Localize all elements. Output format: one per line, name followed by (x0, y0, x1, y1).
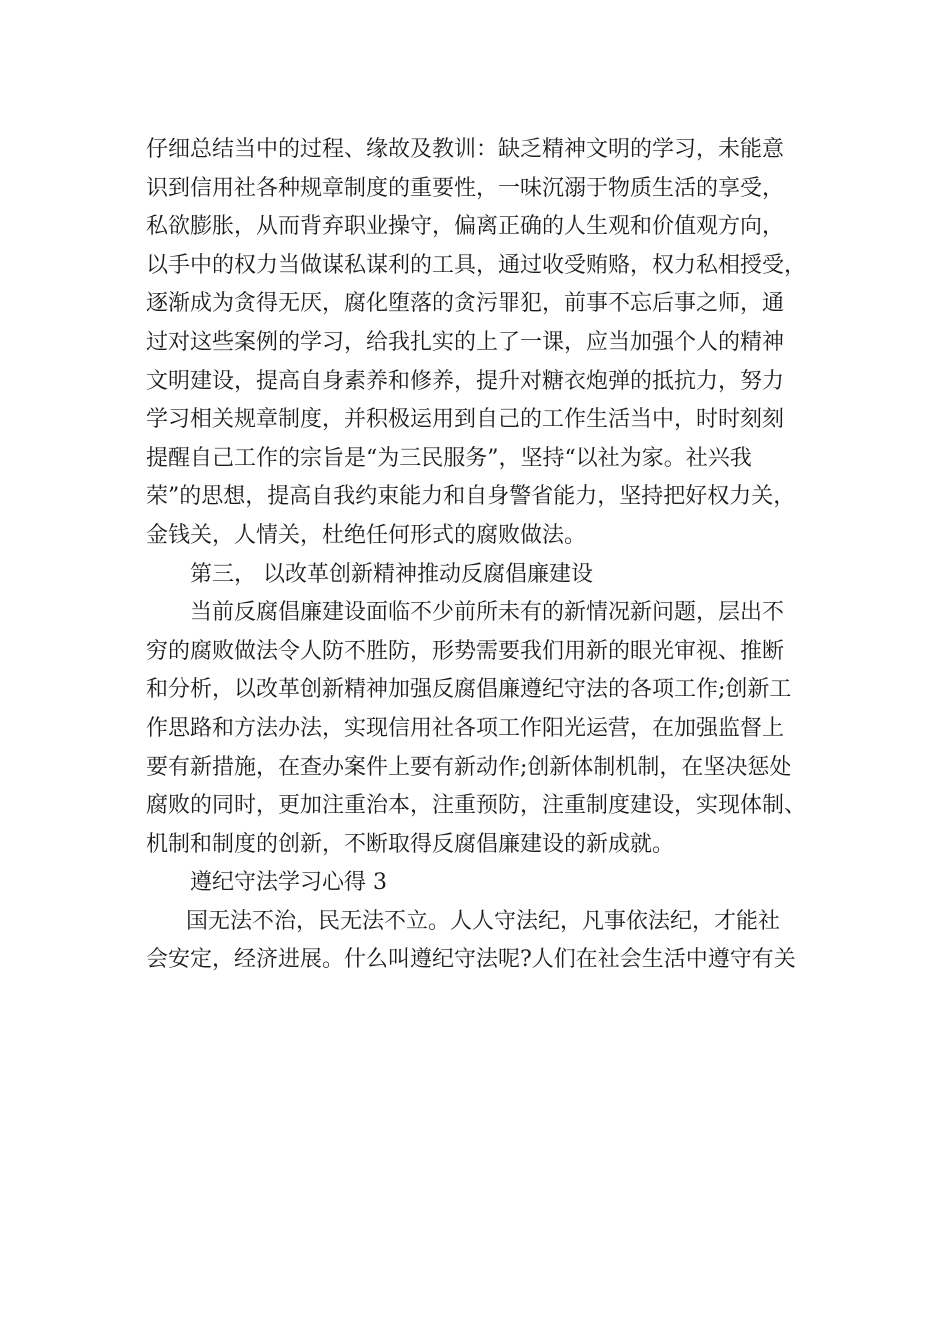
text-line: 和分析，以改革创新精神加强反腐倡廉遵纪守法的各项工作;创新工 (146, 677, 792, 703)
text-line: 提醒自己工作的宗旨是“为三民服务”，坚持“以社为家。社兴我 (146, 445, 752, 471)
text-line: 腐败的同时，更加注重治本，注重预防，注重制度建设，实现体制、 (146, 793, 807, 819)
text-line: 会安定，经济进展。什么叫遵纪守法呢?人们在社会生活中遵守有关 (146, 947, 796, 973)
text-line: 识到信用社各种规章制度的重要性，一味沉溺于物质生活的享受， (146, 175, 785, 201)
text-line: 荣”的思想，提高自我约束能力和自身警省能力，坚持把好权力关， (146, 484, 796, 510)
text-line: 金钱关，人情关，杜绝任何形式的腐败做法。 (146, 522, 587, 548)
text-line: 机制和制度的创新，不断取得反腐倡廉建设的新成就。 (146, 831, 675, 857)
article-title: 遵纪守法学习心得 3 (190, 870, 387, 896)
text-line: 文明建设，提高自身素养和修养，提升对糖衣炮弹的抵抗力，努力 (146, 368, 785, 394)
text-line: 私欲膨胀，从而背弃职业操守，偏离正确的人生观和价值观方向， (146, 214, 785, 240)
body-text (146, 131, 836, 980)
text-line: 作思路和方法办法，实现信用社各项工作阳光运营，在加强监督上 (146, 715, 785, 741)
text-line: 国无法不治，民无法不立。人人守法纪，凡事依法纪，才能社 (186, 908, 781, 934)
text-line: 穷的腐败做法令人防不胜防，形势需要我们用新的眼光审视、推断 (146, 638, 785, 664)
text-line: 仔细总结当中的过程、缘故及教训：缺乏精神文明的学习，未能意 (146, 137, 785, 162)
section-heading: 第三， 以改革创新精神推动反腐倡廉建设 (190, 561, 593, 587)
text-line: 当前反腐倡廉建设面临不少前所未有的新情况新问题，层出不 (190, 600, 785, 626)
text-line: 过对这些案例的学习，给我扎实的上了一课，应当加强个人的精神 (146, 329, 785, 355)
text-line: 逐渐成为贪得无厌，腐化堕落的贪污罪犯，前事不忘后事之师，通 (146, 291, 785, 317)
text-line: 以手中的权力当做谋私谋利的工具，通过收受贿赂，权力私相授受， (146, 252, 807, 278)
text-line: 学习相关规章制度，并积极运用到自己的工作生活当中，时时刻刻 (146, 407, 785, 433)
text-line: 要有新措施，在查办案件上要有新动作;创新体制机制，在坚决惩处 (146, 754, 792, 780)
